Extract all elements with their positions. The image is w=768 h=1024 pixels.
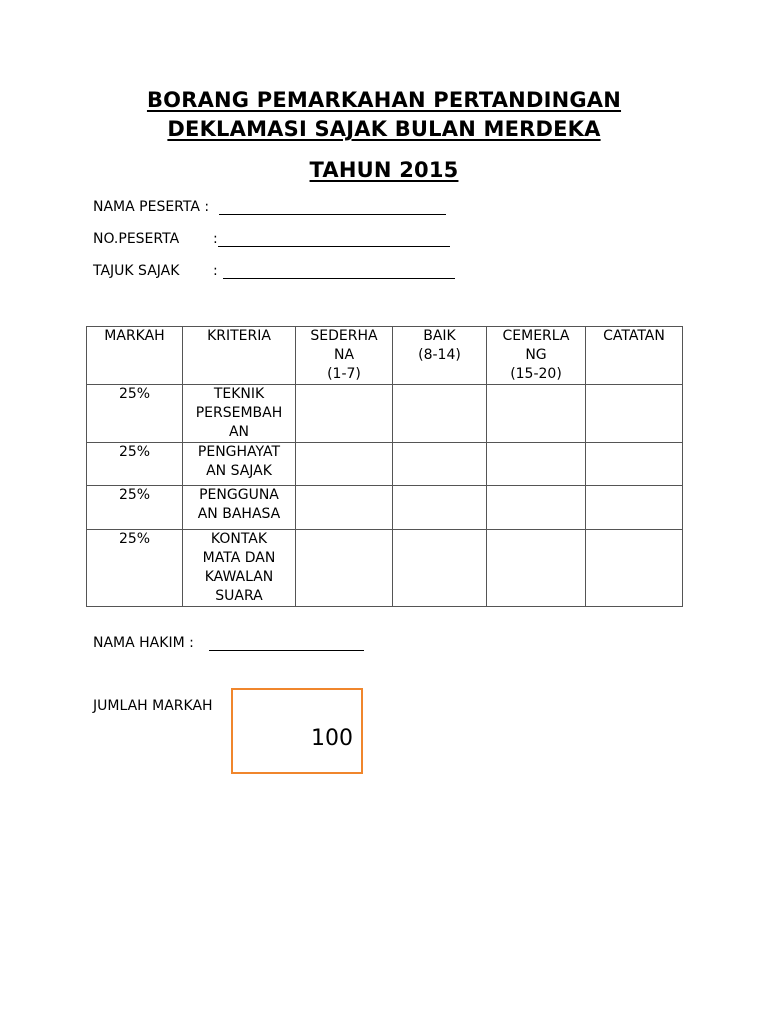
- table-header-row: [87, 327, 683, 385]
- catatan-cell[interactable]: [586, 530, 683, 607]
- header-baik: BAIK (8-14): [393, 327, 487, 385]
- tajuk-sajak-label: TAJUK SAJAK: [93, 263, 180, 279]
- scoring-table: [86, 326, 683, 607]
- score-cell-baik[interactable]: [393, 530, 487, 607]
- catatan-cell[interactable]: [586, 385, 683, 443]
- score-cell-sederhana[interactable]: [296, 486, 393, 530]
- header-sederhana: SEDERHA NA (1-7): [296, 327, 393, 385]
- no-peserta-field[interactable]: [218, 246, 450, 247]
- tajuk-sajak-colon: :: [213, 263, 218, 279]
- header-catatan: CATATAN: [586, 327, 683, 385]
- row-markah: 25%: [87, 486, 183, 530]
- catatan-cell[interactable]: [586, 443, 683, 486]
- score-cell-cemerlang[interactable]: [487, 486, 586, 530]
- total-marks-box: [231, 688, 363, 774]
- form-title-year: TAHUN 2015: [309, 158, 459, 182]
- tajuk-sajak-field[interactable]: [223, 278, 455, 279]
- form-title-line-2: DEKLAMASI SAJAK BULAN MERDEKA: [167, 117, 601, 141]
- nama-hakim-label: NAMA HAKIM :: [93, 635, 194, 651]
- score-cell-baik[interactable]: [393, 443, 487, 486]
- total-marks-value: 100: [311, 726, 353, 751]
- score-cell-sederhana[interactable]: [296, 443, 393, 486]
- header-kriteria: KRITERIA: [183, 327, 296, 385]
- nama-peserta-field[interactable]: [219, 214, 446, 215]
- row-markah: 25%: [87, 530, 183, 607]
- catatan-cell[interactable]: [586, 486, 683, 530]
- score-cell-baik[interactable]: [393, 486, 487, 530]
- score-cell-sederhana[interactable]: [296, 385, 393, 443]
- form-title-line-1: BORANG PEMARKAHAN PERTANDINGAN: [146, 88, 622, 112]
- row-markah: 25%: [87, 443, 183, 486]
- score-cell-cemerlang[interactable]: [487, 443, 586, 486]
- table-row: [87, 530, 683, 607]
- score-cell-cemerlang[interactable]: [487, 530, 586, 607]
- row-kriteria: TEKNIK PERSEMBAH AN: [183, 385, 296, 443]
- score-cell-cemerlang[interactable]: [487, 385, 586, 443]
- nama-hakim-field[interactable]: [209, 650, 364, 651]
- table-row: [87, 385, 683, 443]
- row-kriteria: KONTAK MATA DAN KAWALAN SUARA: [183, 530, 296, 607]
- no-peserta-label: NO.PESERTA: [93, 231, 180, 247]
- row-markah: 25%: [87, 385, 183, 443]
- row-kriteria: PENGHAYAT AN SAJAK: [183, 443, 296, 486]
- table-row: [87, 443, 683, 486]
- jumlah-markah-label: JUMLAH MARKAH: [93, 698, 213, 714]
- no-peserta-colon: :: [213, 231, 218, 247]
- header-markah: MARKAH: [87, 327, 183, 385]
- table-row: [87, 486, 683, 530]
- score-cell-sederhana[interactable]: [296, 530, 393, 607]
- row-kriteria: PENGGUNA AN BAHASA: [183, 486, 296, 530]
- nama-peserta-label: NAMA PESERTA :: [93, 199, 210, 215]
- header-cemerlang: CEMERLA NG (15-20): [487, 327, 586, 385]
- score-cell-baik[interactable]: [393, 385, 487, 443]
